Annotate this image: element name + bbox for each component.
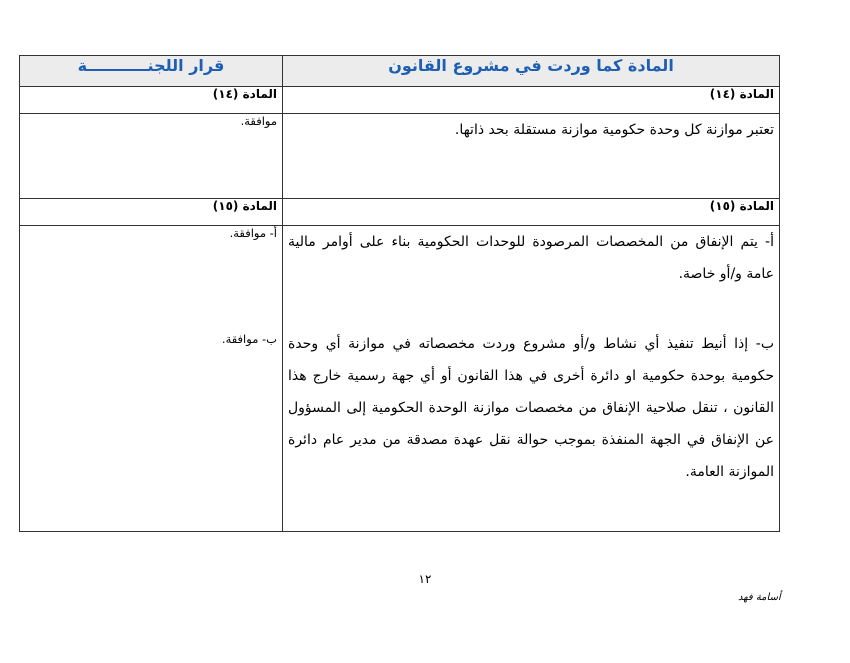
- article-15-law-cell: [283, 226, 780, 532]
- header-decision-column: قرار اللجنـــــــــــة: [20, 56, 283, 87]
- article-15-law-heading: المادة (١٥): [283, 199, 780, 226]
- page-number: ١٢: [418, 572, 432, 586]
- article-15-decision-b: ب- موافقة.: [221, 332, 277, 346]
- signature: أسامة فهد: [738, 592, 781, 603]
- table-header-row: [20, 56, 780, 87]
- law-comparison-table: [19, 55, 780, 532]
- article-14-body-row: [20, 114, 780, 199]
- article-14-decision-heading: المادة (١٤): [20, 87, 283, 114]
- article-15-decision-heading: المادة (١٥): [20, 199, 283, 226]
- article-14-heading-row: [20, 87, 780, 114]
- article-14-decision-cell: [20, 114, 283, 199]
- article-14-law-heading: المادة (١٤): [283, 87, 780, 114]
- article-15-body-row: [20, 226, 780, 532]
- header-law-column: المادة كما وردت في مشروع القانون: [283, 56, 780, 87]
- article-15-decision-cell: [20, 226, 283, 532]
- article-15-law-paragraph-b: ب- إذا أنيط تنفيذ أي نشاط و/أو مشروع وردت مخصصاته في موازنة أي وحدة حكومية بوحدة حكومية او دائرة أخرى في هذا القانون أو أي جهة رسمية خارج هذا القانون ، تنقل صلاحية الإنفاق من مخصصات موازنة الوحدة الحكومية إلى المسؤول عن الإنفاق في الجهة المنفذة بموجب حوالة نقل عهدة مصدقة من مدير عام دائرة الموازنة العامة.: [288, 336, 774, 480]
- article-15-law-paragraph-a: أ- يتم الإنفاق من المخصصات المرصودة للوحدات الحكومية بناء على أوامر مالية عامة و/أو خاصة.: [288, 234, 774, 282]
- article-14-decision-text: موافقة.: [240, 114, 277, 128]
- article-14-law-cell: [283, 114, 780, 199]
- article-15-decision-a: أ- موافقة.: [229, 226, 277, 240]
- article-15-heading-row: [20, 199, 780, 226]
- article-14-law-text: تعتبر موازنة كل وحدة حكومية موازنة مستقلة بحد ذاتها.: [454, 122, 774, 138]
